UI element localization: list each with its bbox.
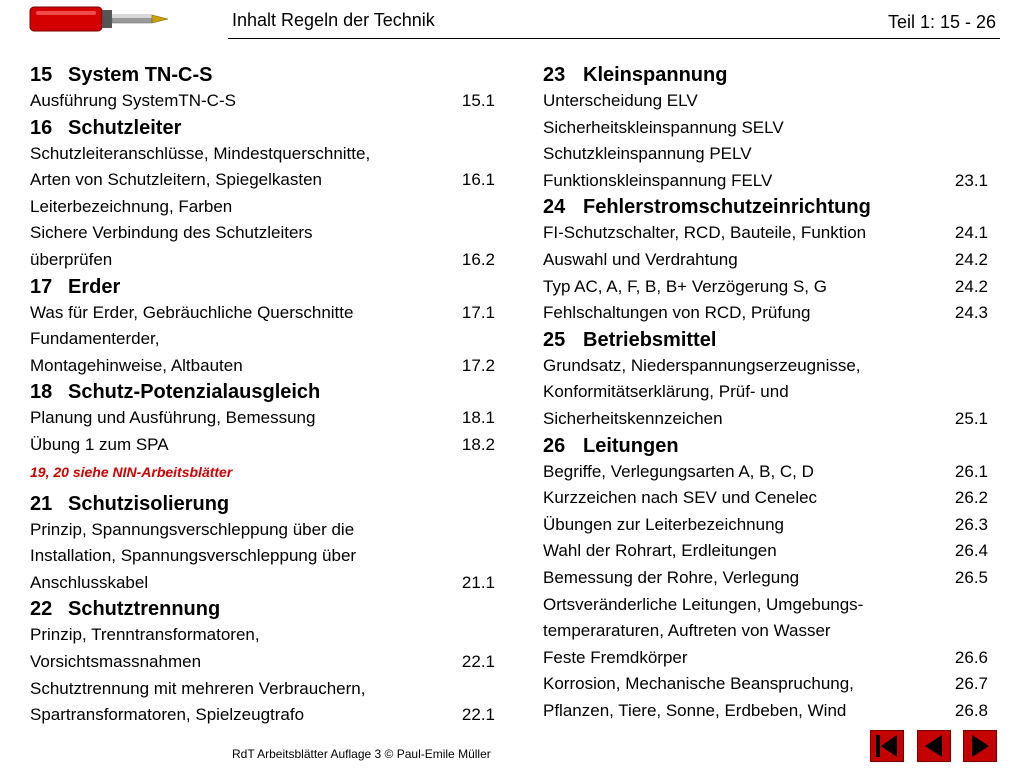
toc-entry-text: Installation, Spannungsverschleppung über	[30, 546, 357, 566]
toc-entry	[543, 565, 988, 592]
section-title: Leitungen	[583, 434, 679, 457]
toc-entry-ref: 26.1	[954, 461, 988, 481]
toc-entry-ref: 26.2	[954, 488, 988, 508]
toc-entry	[543, 379, 988, 406]
section-title: Erder	[68, 275, 121, 298]
toc-entry	[543, 538, 988, 565]
toc-entry	[30, 194, 495, 221]
toc-entry-text: Konformitätserklärung, Prüf- und	[543, 382, 789, 402]
toc-entry-text: Prinzip, Spannungsverschleppung über die	[30, 519, 355, 539]
toc-entry	[543, 141, 988, 168]
toc-entry	[30, 622, 495, 649]
toc-entry-text: Übungen zur Leiterbezeichnung	[543, 514, 785, 534]
toc-entry	[30, 141, 495, 168]
section-title: Fehlerstromschutzeinrichtung	[583, 196, 871, 219]
toc-entry-text: Begriffe, Verlegungsarten A, B, C, D	[543, 461, 814, 481]
toc-entry-text: Spartransformatoren, Spielzeugtrafo	[30, 705, 305, 725]
header-title: Inhalt Regeln der Technik	[232, 10, 435, 30]
toc-entry-text: Montagehinweise, Altbauten	[30, 355, 243, 375]
toc-entry-ref: 16.1	[461, 170, 495, 190]
toc-entry	[543, 88, 988, 115]
section-number: 26	[543, 434, 566, 457]
toc-entry	[30, 220, 495, 247]
section-heading	[543, 62, 988, 88]
toc-entry-text: Schutztrennung mit mehreren Verbrauchern,	[30, 678, 366, 698]
section-heading	[30, 596, 495, 622]
toc-entry-ref: 15.1	[461, 91, 495, 110]
toc-entry-ref: 18.1	[461, 408, 495, 428]
section-number: 24	[543, 196, 566, 219]
toc-entry-text: Typ AC, A, F, B, B+ Verzögerung S, G	[543, 276, 827, 296]
toc-entry-text: Kurzzeichen nach SEV und Cenelec	[543, 488, 818, 508]
toc-entry	[30, 167, 495, 194]
toc-entry-text: Schutzkleinspannung PELV	[543, 144, 752, 164]
toc-entry-text: Bemessung der Rohre, Verlegung	[543, 567, 800, 587]
toc-entry-ref: 17.1	[461, 302, 495, 322]
toc-entry	[30, 517, 495, 544]
toc-entry	[543, 247, 988, 274]
toc-entry-text: Prinzip, Trenntransformatoren,	[30, 625, 260, 645]
previous-page-icon	[918, 731, 950, 761]
toc-entry	[30, 405, 495, 432]
toc-entry-text: Übung 1 zum SPA	[30, 434, 169, 454]
toc-entry	[30, 247, 495, 274]
toc-entry	[30, 543, 495, 570]
section-title: Schutzisolierung	[68, 492, 230, 515]
toc-entry-text: Sichere Verbindung des Schutzleiters	[30, 223, 313, 243]
previous-page-button[interactable]	[917, 730, 951, 762]
toc-entry	[543, 645, 988, 672]
toc-entry-text: Korrosion, Mechanische Beanspruchung,	[543, 674, 854, 694]
toc-entry-text: Ausführung SystemTN-C-S	[30, 91, 236, 110]
toc-entry-ref: 22.1	[461, 705, 495, 725]
header-divider	[228, 38, 1000, 39]
section-title: Schutztrennung	[68, 598, 221, 621]
toc-entry-text: FI-Schutzschalter, RCD, Bauteile, Funktion	[543, 223, 867, 243]
section-heading	[30, 491, 495, 517]
toc-entry	[30, 570, 495, 597]
left-column	[30, 62, 495, 729]
section-number: 23	[543, 64, 566, 86]
toc-entry-ref: 21.1	[461, 572, 495, 592]
toc-entry-text: Anschlusskabel	[30, 572, 149, 592]
footer-copyright: RdT Arbeitsblätter Auflage 3 © Paul-Emile Müller	[232, 747, 491, 761]
toc-entry	[543, 300, 988, 327]
toc-entry	[30, 326, 495, 353]
next-page-button[interactable]	[963, 730, 997, 762]
toc-entry	[543, 353, 988, 380]
toc-entry-text: überprüfen	[30, 249, 113, 269]
section-heading	[543, 327, 988, 353]
toc-entry-text: Arten von Schutzleitern, Spiegelkasten	[30, 170, 323, 190]
toc-entry	[543, 512, 988, 539]
section-heading	[543, 194, 988, 220]
section-heading	[543, 433, 988, 459]
toc-entry-text: Feste Fremdkörper	[543, 647, 688, 667]
screwdriver-logo-icon	[28, 4, 170, 34]
toc-entry-text: Fehlschaltungen von RCD, Prüfung	[543, 303, 811, 323]
toc-entry-text: Auswahl und Verdrahtung	[543, 249, 738, 269]
section-heading	[30, 274, 495, 300]
section-number: 18	[30, 381, 53, 404]
section-note: 19, 20 siehe NIN-Arbeitsblätter	[30, 463, 233, 480]
toc-entry-ref: 26.4	[954, 541, 988, 561]
toc-entry	[543, 485, 988, 512]
section-heading	[30, 379, 495, 405]
toc-entry	[30, 432, 495, 459]
toc-entry-ref: 24.2	[954, 276, 988, 296]
section-number: 16	[30, 116, 53, 139]
toc-entry-ref: 26.8	[954, 700, 988, 720]
section-heading	[30, 115, 495, 141]
toc-entry-text: Fundamenterder,	[30, 329, 160, 349]
toc-entry-ref: 26.5	[954, 567, 988, 587]
toc-entry-text: Vorsichtsmassnahmen	[30, 651, 202, 671]
toc-entry	[543, 406, 988, 433]
toc-entry-text: Grundsatz, Niederspannungserzeugnisse,	[543, 355, 861, 375]
toc-entry	[543, 220, 988, 247]
page-range: Teil 1: 15 - 26	[887, 12, 996, 32]
toc-entry	[543, 698, 988, 725]
toc-entry-ref: 22.1	[461, 651, 495, 671]
toc-entry	[543, 671, 988, 698]
next-page-icon	[964, 731, 996, 761]
toc-entry	[30, 353, 495, 380]
toc-entry-ref: 16.2	[461, 249, 495, 269]
toc-entry-text: Pflanzen, Tiere, Sonne, Erdbeben, Wind	[543, 700, 847, 720]
section-title: Kleinspannung	[583, 64, 728, 86]
section-number: 25	[543, 328, 566, 351]
toc-entry-text: Was für Erder, Gebräuchliche Querschnitte	[30, 302, 354, 322]
section-number: 22	[30, 598, 53, 621]
toc-entry	[543, 592, 988, 619]
toc-entry-ref: 26.7	[954, 674, 988, 694]
section-title: Schutzleiter	[68, 116, 182, 139]
toc-entry-ref: 23.1	[954, 170, 988, 190]
toc-entry	[543, 115, 988, 142]
toc-entry-text: temperaraturen, Auftreten von Wasser	[543, 621, 831, 641]
toc-entry	[30, 300, 495, 327]
section-number: 15	[30, 64, 53, 86]
toc-entry	[543, 459, 988, 486]
toc-entry-ref: 24.2	[954, 249, 988, 269]
toc-entry-ref: 24.1	[954, 223, 988, 243]
toc-entry-ref: 26.3	[954, 514, 988, 534]
section-number: 21	[30, 492, 53, 515]
section-title: Schutz-Potenzialausgleich	[68, 381, 321, 404]
toc-entry-text: Schutzleiteranschlüsse, Mindestquerschnitte,	[30, 143, 371, 163]
toc-entry	[30, 649, 495, 676]
toc-entry	[30, 702, 495, 729]
toc-entry-ref: 25.1	[954, 408, 988, 428]
toc-entry-text: Planung und Ausführung, Bemessung	[30, 408, 316, 428]
toc-entry-text: Funktionskleinspannung FELV	[543, 170, 773, 190]
toc-entry-ref: 24.3	[954, 303, 988, 323]
toc-entry-text: Leiterbezeichnung, Farben	[30, 196, 233, 216]
toc-entry	[30, 676, 495, 703]
toc-entry-ref: 18.2	[461, 434, 495, 454]
first-page-icon	[871, 731, 903, 761]
toc-entry	[30, 88, 495, 115]
section-title: Betriebsmittel	[583, 328, 717, 351]
toc-entry-text: Sicherheitskleinspannung SELV	[543, 117, 784, 137]
section-number: 17	[30, 275, 53, 298]
section-title: System TN-C-S	[68, 64, 213, 86]
first-page-button[interactable]	[870, 730, 904, 762]
toc-entry	[543, 168, 988, 195]
toc-entry-ref: 26.6	[954, 647, 988, 667]
section-heading	[30, 62, 495, 88]
toc-entry	[543, 274, 988, 301]
toc-entry-text: Wahl der Rohrart, Erdleitungen	[543, 541, 777, 561]
toc-entry-text: Sicherheitskennzeichen	[543, 408, 723, 428]
right-column	[543, 62, 988, 724]
toc-entry-ref: 17.2	[461, 355, 495, 375]
toc-entry	[543, 618, 988, 645]
toc-entry-text: Unterscheidung ELV	[543, 91, 698, 110]
toc-entry-text: Ortsveränderliche Leitungen, Umgebungs-	[543, 594, 864, 614]
